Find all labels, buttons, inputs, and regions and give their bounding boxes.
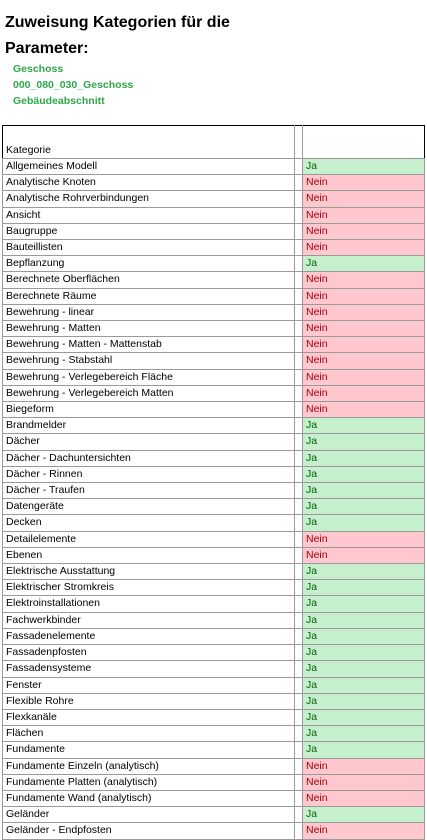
table-row	[3, 612, 425, 628]
table-row	[3, 531, 425, 547]
category-cell[interactable]: Elektrische Ausstattung	[3, 564, 295, 580]
column-separator	[295, 126, 303, 159]
value-cell[interactable]: Ja	[303, 580, 425, 596]
value-cell[interactable]: Nein	[303, 272, 425, 288]
column-separator	[295, 369, 303, 385]
category-cell[interactable]: Fundamente Einzeln (analytisch)	[3, 758, 295, 774]
column-separator	[295, 450, 303, 466]
table-row	[3, 207, 425, 223]
table-row	[3, 175, 425, 191]
table-row	[3, 596, 425, 612]
table-row	[3, 402, 425, 418]
header-value[interactable]	[303, 126, 425, 159]
column-separator	[295, 240, 303, 256]
column-separator	[295, 547, 303, 563]
column-separator	[295, 321, 303, 337]
category-cell[interactable]: Fundamente	[3, 742, 295, 758]
parameter-name: Gebäudeabschnitt	[13, 95, 105, 107]
column-separator	[295, 596, 303, 612]
table-row	[3, 304, 425, 320]
table-row	[3, 661, 425, 677]
table-row	[3, 466, 425, 482]
category-cell[interactable]: Flexible Rohre	[3, 693, 295, 709]
category-cell[interactable]: Elektrischer Stromkreis	[3, 580, 295, 596]
column-separator	[295, 337, 303, 353]
column-separator	[295, 515, 303, 531]
value-cell[interactable]: Nein	[303, 175, 425, 191]
category-cell[interactable]: Fassadenpfosten	[3, 645, 295, 661]
table-row	[3, 628, 425, 644]
table-row	[3, 693, 425, 709]
category-cell[interactable]: Bewehrung - Verlegebereich Matten	[3, 385, 295, 401]
category-cell[interactable]: Ebenen	[3, 547, 295, 563]
column-separator	[295, 758, 303, 774]
value-cell[interactable]: Ja	[303, 661, 425, 677]
column-separator	[295, 499, 303, 515]
value-cell[interactable]: Ja	[303, 466, 425, 482]
category-cell[interactable]: Flexkanäle	[3, 709, 295, 725]
table-row	[3, 272, 425, 288]
column-separator	[295, 385, 303, 401]
value-cell[interactable]: Ja	[303, 434, 425, 450]
value-cell[interactable]: Nein	[303, 191, 425, 207]
value-cell[interactable]: Ja	[303, 418, 425, 434]
value-cell[interactable]: Nein	[303, 207, 425, 223]
column-separator	[295, 223, 303, 239]
table-row	[3, 807, 425, 823]
category-cell[interactable]: Berechnete Oberflächen	[3, 272, 295, 288]
value-cell[interactable]: Nein	[303, 223, 425, 239]
header-category[interactable]: Kategorie	[3, 126, 295, 159]
category-cell[interactable]: Dächer - Traufen	[3, 483, 295, 499]
category-cell[interactable]: Fundamente Platten (analytisch)	[3, 774, 295, 790]
table-row	[3, 385, 425, 401]
table-row	[3, 742, 425, 758]
category-cell[interactable]: Fachwerkbinder	[3, 612, 295, 628]
parameter-name: Geschoss	[13, 63, 64, 75]
column-separator	[295, 353, 303, 369]
value-cell[interactable]: Ja	[303, 256, 425, 272]
value-cell[interactable]: Ja	[303, 450, 425, 466]
column-separator	[295, 191, 303, 207]
value-cell[interactable]: Ja	[303, 709, 425, 725]
category-cell[interactable]: Allgemeines Modell	[3, 159, 295, 175]
column-separator	[295, 742, 303, 758]
value-cell[interactable]: Ja	[303, 693, 425, 709]
column-separator	[295, 774, 303, 790]
value-cell[interactable]: Nein	[303, 823, 425, 839]
table-row	[3, 418, 425, 434]
category-cell[interactable]: Datengeräte	[3, 499, 295, 515]
column-separator	[295, 580, 303, 596]
parameter-name: 000_080_030_Geschoss	[13, 79, 134, 91]
column-separator	[295, 434, 303, 450]
value-cell[interactable]: Ja	[303, 807, 425, 823]
column-separator	[295, 175, 303, 191]
category-cell[interactable]: Biegeform	[3, 402, 295, 418]
table-header-row	[3, 126, 425, 159]
category-cell[interactable]: Geländer	[3, 807, 295, 823]
value-cell[interactable]: Nein	[303, 774, 425, 790]
table-row	[3, 758, 425, 774]
column-separator	[295, 709, 303, 725]
category-cell[interactable]: Dächer - Dachuntersichten	[3, 450, 295, 466]
table-row	[3, 450, 425, 466]
value-cell[interactable]: Nein	[303, 369, 425, 385]
table-row	[3, 337, 425, 353]
category-table	[2, 125, 425, 840]
column-separator	[295, 256, 303, 272]
category-cell[interactable]: Fassadensysteme	[3, 661, 295, 677]
table-row	[3, 709, 425, 725]
table-row	[3, 434, 425, 450]
value-cell[interactable]: Ja	[303, 645, 425, 661]
table-row	[3, 790, 425, 806]
table-row	[3, 369, 425, 385]
column-separator	[295, 807, 303, 823]
category-table-body	[3, 126, 425, 840]
column-separator	[295, 693, 303, 709]
column-separator	[295, 466, 303, 482]
table-row	[3, 159, 425, 175]
table-row	[3, 353, 425, 369]
column-separator	[295, 677, 303, 693]
value-cell[interactable]: Ja	[303, 677, 425, 693]
column-separator	[295, 790, 303, 806]
table-row	[3, 499, 425, 515]
table-row	[3, 580, 425, 596]
page-title-line-2: Parameter:	[5, 40, 89, 57]
table-row	[3, 483, 425, 499]
value-cell[interactable]: Ja	[303, 515, 425, 531]
column-separator	[295, 564, 303, 580]
category-cell[interactable]: Geländer - Endpfosten	[3, 823, 295, 839]
table-row	[3, 515, 425, 531]
page-title-line-1: Zuweisung Kategorien für die	[5, 14, 230, 31]
table-row	[3, 726, 425, 742]
column-separator	[295, 531, 303, 547]
table-row	[3, 823, 425, 839]
category-cell[interactable]: Bewehrung - Stabstahl	[3, 353, 295, 369]
table-row	[3, 321, 425, 337]
table-row	[3, 645, 425, 661]
value-cell[interactable]: Nein	[303, 402, 425, 418]
category-cell[interactable]: Ansicht	[3, 207, 295, 223]
category-cell[interactable]: Bewehrung - linear	[3, 304, 295, 320]
value-cell[interactable]: Nein	[303, 240, 425, 256]
table-row	[3, 288, 425, 304]
category-cell[interactable]: Flächen	[3, 726, 295, 742]
column-separator	[295, 159, 303, 175]
category-cell[interactable]: Analytische Knoten	[3, 175, 295, 191]
category-cell[interactable]: Fassadenelemente	[3, 628, 295, 644]
column-separator	[295, 272, 303, 288]
category-cell[interactable]: Berechnete Räume	[3, 288, 295, 304]
table-row	[3, 547, 425, 563]
value-cell[interactable]: Nein	[303, 353, 425, 369]
category-cell[interactable]: Bepflanzung	[3, 256, 295, 272]
value-cell[interactable]: Ja	[303, 499, 425, 515]
category-cell[interactable]: Brandmelder	[3, 418, 295, 434]
value-cell[interactable]: Ja	[303, 159, 425, 175]
table-row	[3, 223, 425, 239]
category-cell[interactable]: Fundamente Wand (analytisch)	[3, 790, 295, 806]
value-cell[interactable]: Nein	[303, 321, 425, 337]
value-cell[interactable]: Nein	[303, 758, 425, 774]
column-separator	[295, 207, 303, 223]
value-cell[interactable]: Nein	[303, 385, 425, 401]
category-cell[interactable]: Analytische Rohrverbindungen	[3, 191, 295, 207]
category-cell[interactable]: Dächer	[3, 434, 295, 450]
value-cell[interactable]: Ja	[303, 628, 425, 644]
value-cell[interactable]: Ja	[303, 596, 425, 612]
column-separator	[295, 288, 303, 304]
column-separator	[295, 483, 303, 499]
category-cell[interactable]: Bewehrung - Matten - Mattenstab	[3, 337, 295, 353]
value-cell[interactable]: Ja	[303, 726, 425, 742]
category-cell[interactable]: Baugruppe	[3, 223, 295, 239]
value-cell[interactable]: Ja	[303, 483, 425, 499]
value-cell[interactable]: Nein	[303, 547, 425, 563]
value-cell[interactable]: Nein	[303, 337, 425, 353]
column-separator	[295, 612, 303, 628]
column-separator	[295, 726, 303, 742]
category-cell[interactable]: Bauteillisten	[3, 240, 295, 256]
table-row	[3, 191, 425, 207]
category-cell[interactable]: Bewehrung - Matten	[3, 321, 295, 337]
value-cell[interactable]: Nein	[303, 790, 425, 806]
value-cell[interactable]: Ja	[303, 564, 425, 580]
value-cell[interactable]: Nein	[303, 304, 425, 320]
column-separator	[295, 402, 303, 418]
category-cell[interactable]: Decken	[3, 515, 295, 531]
category-cell[interactable]: Elektroinstallationen	[3, 596, 295, 612]
column-separator	[295, 645, 303, 661]
category-cell[interactable]: Bewehrung - Verlegebereich Fläche	[3, 369, 295, 385]
table-row	[3, 256, 425, 272]
table-row	[3, 677, 425, 693]
value-cell[interactable]: Ja	[303, 742, 425, 758]
category-cell[interactable]: Fenster	[3, 677, 295, 693]
value-cell[interactable]: Ja	[303, 612, 425, 628]
table-row	[3, 240, 425, 256]
table-row	[3, 564, 425, 580]
category-cell[interactable]: Dächer - Rinnen	[3, 466, 295, 482]
value-cell[interactable]: Nein	[303, 288, 425, 304]
column-separator	[295, 304, 303, 320]
value-cell[interactable]: Nein	[303, 531, 425, 547]
column-separator	[295, 418, 303, 434]
column-separator	[295, 823, 303, 839]
category-cell[interactable]: Detailelemente	[3, 531, 295, 547]
column-separator	[295, 628, 303, 644]
column-separator	[295, 661, 303, 677]
table-row	[3, 774, 425, 790]
